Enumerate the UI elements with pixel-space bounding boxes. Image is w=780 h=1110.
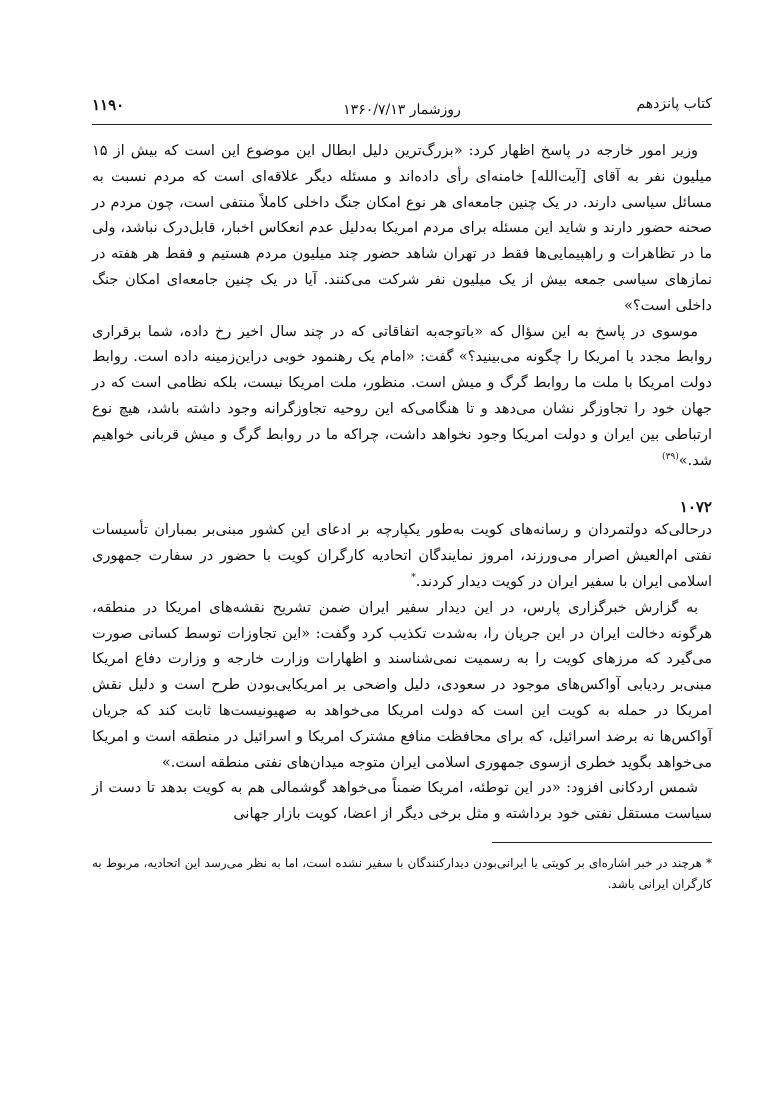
entry-paragraph-ardakani: شمس اردکانی افزود: «در این توطئه، امریکا ضمناً می‌خواهد گوشمالی هم به کویت بدهد تا دست از سیاست مستقل نفتی خود برداشته و مثل برخی دیگر از اعضا، کویت بازار جهانی: [92, 780, 712, 823]
paragraph-mousavi-text: موسوی در پاسخ به این سؤال که «باتوجه‌به اتفاقاتی که در چند سال اخیر رخ داده، شما برقراری روابط مجدد با امریکا را چگونه می‌بینید؟» گفت: «امام یک رهنمود خوبی دراین‌زمینه داده است. روابط دولت امریکا با ملت ما روابط گرگ و میش است. منظور، ملت امریکا نیست، بلکه نظامی است که در جهان خود را تجاوزگر نشان می‌دهد و تا هنگامی‌که این روحیه تجاوزگرانه وجود داشته باشد، هیچ نوع ارتباطی بین ایران و دولت امریکا وجود نخواهد داشت، چراکه ما در روابط گرگ و میش قربانی خواهیم شد.»: [92, 323, 712, 469]
paragraph-mousavi: [92, 320, 712, 475]
book-title: کتاب پانزدهم: [636, 96, 712, 112]
entry-paragraph-kuwait-text: درحالی‌که دولتمردان و رسانه‌های کویت به‌طور یکپارچه بر ادعای این کشور مبنی‌بر بمباران تأسیسات نفتی ام‌العیش اصرار می‌ورزند، امروز نمایندگان اتحادیه کارگران کویت با حضور در سفارت جمهوری اسلامی ایران با سفیر ایران در کویت دیدار کردند.: [92, 522, 712, 590]
entry-paragraph-pars-news: به گزارش خبرگزاری پارس، در این دیدار سفیر ایران ضمن تشریح نقشه‌های امریکا در منطقه، هرگونه دخالت ایران در این جریان را، به‌شدت تکذیب کرد وگفت: «این تجاوزات توسط کسانی صورت می‌گیرد که مرزهای کویت را به رسمیت نمی‌شناسند و اظهارات وزارت خارجه و وزارت دفاع امریکا مبنی‌بر ردیابی آواکس‌های موجود در سعودی، دلیل واضحی بر امریکایی‌بودن طرح است و دلیل نقش امریکا در حمله به کویت این است که دولت امریکا می‌خواهد به صهیونیست‌ها ثابت کند که جریان آواکس‌ها نه برضد اسرائیل، که برای محافظت منافع مشترک امریکا و اسرائیل در منطقه است و امریکا می‌خواهد بگوید خطری ازسوی جمهوری اسلامی ایران متوجه میدان‌های نفتی منطقه است.»: [92, 599, 712, 771]
entry-paragraph-kuwait: [92, 518, 712, 595]
footnote-reference-39: (۳۹): [662, 451, 679, 462]
body-text: [92, 139, 712, 828]
page-number: ۱۱۹۰: [92, 96, 125, 114]
footnote-text: * هرچند در خبر اشاره‌ای بر کویتی یا ایرانی‌بودن دیدارکنندگان با سفیر نشده است، اما به نظر می‌رسد این اتحادیه، مربوط به کارگران ایرانی باشد.: [92, 855, 712, 891]
document-page: [92, 90, 712, 1070]
paragraph-foreign-minister: وزیر امور خارجه در پاسخ اظهار کرد: «بزرگ‌ترین دلیل ابطال این موضوع این است که بیش از ۱۵ میلیون نفر به آقای [آیت‌الله] خامنه‌ای رأی داده‌اند و مسئله دیگر علاقه‌ای است که مردم نسبت به مسائل سیاسی دارند. در یک چنین جامعه‌ای هر نوع امکان جنگ داخلی کاملاً منتفی است، چون مردم در صحنه حضور دارند و شاید این مسئله برای مردم امریکا به‌دلیل عدم انعکاس اخبار، قابل‌درک نباشد، ولی ما در تظاهرات و راهپیمایی‌ها فقط در تهران شاهد حضور چند میلیون مردم هستیم و فقط هر هفته در نمازهای سیاسی جمعه بیش از یک میلیون نفر شرکت می‌کنند. آیا در یک چنین جامعه‌ای امکان جنگ داخلی است؟»: [92, 143, 712, 314]
diary-date: روزشمار ۱۳۶۰/۷/۱۳: [343, 102, 461, 118]
entry-number: ۱۰۷۲: [679, 498, 712, 517]
footnote-divider: [492, 842, 712, 843]
footnote-marker: *: [411, 573, 416, 584]
running-header: [92, 90, 712, 125]
